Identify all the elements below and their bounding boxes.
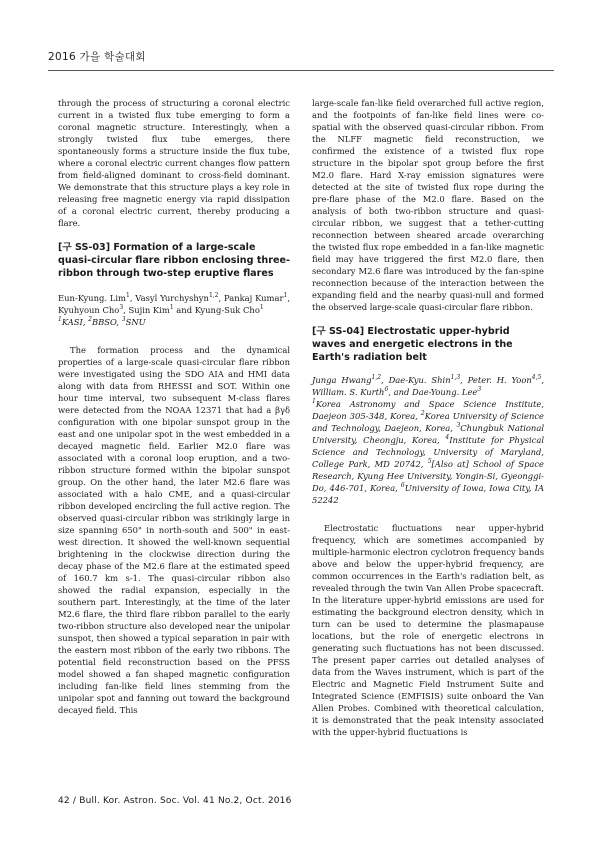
author-name: Junga Hwang <box>312 375 372 385</box>
affiliation-name: [Also at] School of Space Research, Kyung Hee University, Yongin-Si, Gyeonggi-Do, 446-701, Korea, <box>312 459 544 493</box>
affiliation-name: Korea Astronomy and Space Science Institute, Daejeon 305-348, Korea, <box>312 399 544 421</box>
author-mark: 1 <box>283 292 288 300</box>
author-mark: 1,3 <box>450 374 461 382</box>
author-list-ss03 <box>58 292 290 316</box>
abstract-body-ss03: The formation process and the dynamical properties of a large-scale quasi-circular flare ribbon were investigated using the SDO AIA and HMI data along with data from RHESSI and SOT. Within one hour time interval, two subsequent M-class flares were detected from the NOAA 12371 that had a βγδ configuration with one bipolar sunspot group in the east and one unipolar spot in the west embedded in a decayed magnetic field. Earlier M2.0 flare was associated with a coronal loop eruption, and a two-ribbon structure formed within the bipolar sunspot group. On the other hand, the later M2.6 flare was associated with a halo CME, and a quasi-circular ribbon developed encircling the full active region. The observed quasi-circular ribbon was strikingly large in size spanning 650" in north-south and 500" in east-west direction. It showed the well-known sequential brightening in the clockwise direction during the decay phase of the M2.6 flare at the estimated speed of 160.7 km s-1. The quasi-circular ribbon also showed the radial expansion, especially in the southern part. Interestingly, at the time of the later M2.6 flare, the third flare ribbon parallel to the early two-ribbon structure also developed near the unipolar sunspot, then showed a typical separation in pair with the eastern most ribbon of the early two ribbons. The potential field reconstruction based on the PFSS model showed a fan shaped magnetic configuration including fan-like field lines stemming from the unipolar spot and fanning out toward the background decayed field. This <box>58 345 290 715</box>
author-mark: 4,5 <box>531 374 542 382</box>
author-mark: 1 <box>169 304 174 312</box>
affiliation-name: Korea University of Science and Technology, Daejeon, Korea, <box>312 411 544 433</box>
author-name: , Peter. H. Yoon <box>460 375 532 385</box>
author-mark: 6 <box>384 386 389 394</box>
affiliation-mark: 1 <box>58 316 62 324</box>
page-footer: 42 / Bull. Kor. Astron. Soc. Vol. 41 No.2, Oct. 2016 <box>58 796 292 806</box>
author-name: , and Dae-Young. Lee <box>388 387 478 397</box>
author-name: , Vasyl Yurchyshyn <box>129 293 209 303</box>
page-header: 2016 가을 학술대회 <box>48 51 146 63</box>
affiliation-name: KASI, <box>61 317 89 327</box>
author-name: , Pankaj Kumar <box>218 293 284 303</box>
affiliation-name: Chungbuk National University, Cheongju, Korea, <box>312 423 544 445</box>
author-name: , William. S. Kurth <box>312 375 544 397</box>
author-name: , Kyuhyoun Cho <box>58 293 290 315</box>
affiliation-name: Institute for Physical Science and Technology, University of Maryland, College Park, MD 20742, <box>312 435 545 469</box>
abstract-continuation: through the process of structuring a coronal electric current in a twisted flux tube emerging to form a coronal magnetic structure. Interestingly, when a strongly twisted flux tube emerges, there spontaneously forms a structure inside the flux tube, where a coronal electric current changes flow pattern from field-aligned dominant to cross-field dominant. We demonstrate that this structure plays a key role in releasing free magnetic energy via rapid dissipation of a coronal electric current, thereby producing a flare. <box>58 98 290 228</box>
author-mark: 1,2 <box>371 374 382 382</box>
affiliation-list-ss04 <box>312 398 544 506</box>
author-mark: 1 <box>259 304 264 312</box>
section-title-ss03: [구 SS-03] Formation of a large-scale quasi-circular flare ribbon enclosing three-ribbon through two-step eruptive flares <box>58 242 290 279</box>
author-mark: 1 <box>126 292 130 300</box>
affiliation-list-ss03 <box>58 316 290 328</box>
author-name: , Sujin Kim <box>123 305 170 315</box>
section-title-ss04: [구 SS-04] Electrostatic upper-hybrid waves and energetic electrons in the Earth's radiation belt <box>312 326 513 363</box>
affiliation-name: SNU <box>125 317 146 327</box>
author-mark: 1,2 <box>208 292 219 300</box>
left-column <box>58 97 290 716</box>
affiliation-mark: 2 <box>88 316 92 324</box>
author-name: and Kyung-Suk Cho <box>173 305 260 315</box>
affiliation-name: BBSO, <box>92 317 122 327</box>
author-mark: 3 <box>119 304 124 312</box>
abstract-continuation-ss03: large-scale fan-like field overarched full active region, and the footpoints of fan-like field lines were co-spatial with the observed quasi-circular ribbon. From the NLFF magnetic field reconstruction, we confirmed the existence of a twisted flux rope structure in the bipolar spot group before the first M2.0 flare. Hard X-ray emission signatures were detected at the site of twisted flux rope during the pre-flare phase of the M2.0 flare. Based on the analysis of both two-ribbon structure and quasi-circular ribbon, we suggest that a tether-cutting reconnection between sheared arcade overarching the twisted flux rope embedded in a fan-like magnetic field may have triggered the first M2.0 flare, then secondary M2.6 flare was introduced by the fan-spine reconnection because of the interaction between the expanding field and the nearby quasi-null and formed the observed large-scale quasi-circular flare ribbon. <box>312 98 544 312</box>
author-name: Eun-Kyung. Lim <box>58 293 126 303</box>
right-column <box>312 97 544 738</box>
affiliation-mark: 2 <box>420 410 425 418</box>
abstract-body-ss04: Electrostatic fluctuations near upper-hybrid frequency, which are sometimes accompanied by multiple-harmonic electron cyclotron frequency bands above and below the upper-hybrid frequency, are common occurrences in the Earth's radiation belt, as revealed through the twin Van Allen Probe spacecraft. In the literature upper-hybrid emissions are used for estimating the background electron density, which in turn can be used to determine the plasmapause locations, but the role of energetic electrons in generating such fluctuations has not been discussed. The present paper carries out detailed analyses of data from the Waves instrument, which is part of the Electric and Magnetic Field Instrument Suite and Integrated Science (EMFISIS) suite onboard the Van Allen Probes. Combined with theoretical calculation, it is demonstrated that the peak intensity associated with the upper-hybrid fluctuations is <box>312 523 544 737</box>
affiliation-mark: 3 <box>456 422 461 430</box>
author-mark: 3 <box>477 386 482 394</box>
author-list-ss04 <box>312 374 544 398</box>
affiliation-mark: 3 <box>121 316 126 324</box>
affiliation-mark: 5 <box>427 458 432 466</box>
affiliation-mark: 4 <box>445 434 450 442</box>
affiliation-mark: 6 <box>400 482 405 490</box>
affiliation-name: University of Iowa, Iowa City, IA 52242 <box>312 483 545 505</box>
author-name: , Dae-Kyu. Shin <box>381 375 451 385</box>
header-rule <box>48 70 554 71</box>
affiliation-mark: 1 <box>312 398 316 406</box>
